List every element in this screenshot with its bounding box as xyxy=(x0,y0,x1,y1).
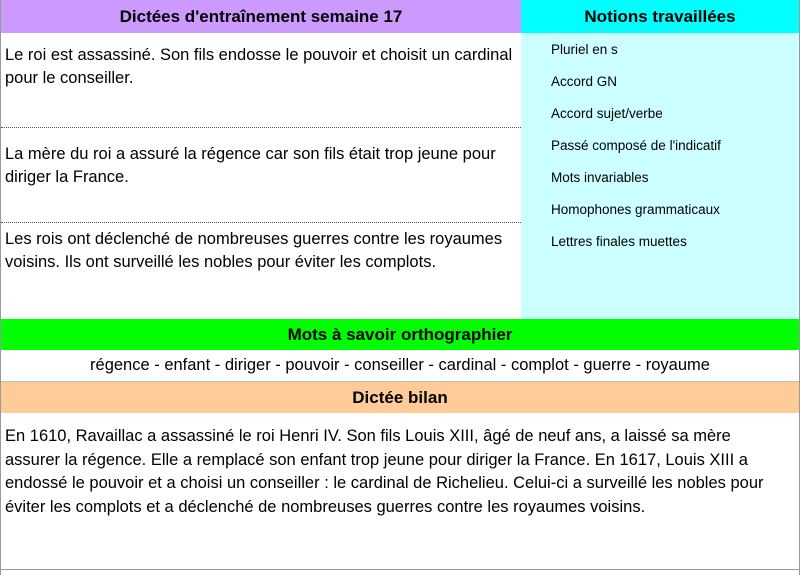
notions-list xyxy=(551,41,721,265)
notion-item: Pluriel en s xyxy=(551,42,618,57)
dictee-1: Le roi est assassiné. Son fils endosse le pouvoir et choisit un cardinal pour le conseiller. xyxy=(1,44,521,128)
notion-item: Lettres finales muettes xyxy=(551,234,687,249)
notion-item: Mots invariables xyxy=(551,170,649,185)
top-section xyxy=(1,0,799,319)
dictee-2: La mère du roi a assuré la régence car son fils était trop jeune pour diriger la France. xyxy=(1,129,521,223)
mots-list: régence - enfant - diriger - pouvoir - conseiller - cardinal - complot - guerre - royaume xyxy=(1,350,799,382)
bilan-header: Dictée bilan xyxy=(1,382,799,413)
notion-item: Passé composé de l'indicatif xyxy=(551,138,721,153)
bottom-border xyxy=(1,569,799,570)
dictee-3: Les rois ont déclenché de nombreuses guerres contre les royaumes voisins. Ils ont surveillé les nobles pour éviter les complots. xyxy=(5,230,503,271)
notion-item: Homophones grammaticaux xyxy=(551,202,720,217)
notion-item: Accord sujet/verbe xyxy=(551,106,663,121)
dictees-column xyxy=(1,0,521,319)
dictees-header: Dictées d'entraînement semaine 17 xyxy=(1,0,521,33)
notions-header: Notions travaillées xyxy=(521,0,799,33)
bilan-text: En 1610, Ravaillac a assassiné le roi Henri IV. Son fils Louis XIII, âgé de neuf ans, a laissé sa mère assurer la régence. Elle a remplacé son enfant trop jeune pour diriger la France. En 1617, Louis XIII a endossé le pouvoir et a choisi un conseiller : le cardinal de Richelieu. Celui-ci a surveillé les nobles pour éviter les complots et a déclenché de nombreuses guerres contre les royaumes voisins. xyxy=(5,427,764,516)
notions-column xyxy=(521,0,799,319)
mots-header: Mots à savoir orthographier xyxy=(1,319,799,350)
notion-item: Accord GN xyxy=(551,74,618,89)
